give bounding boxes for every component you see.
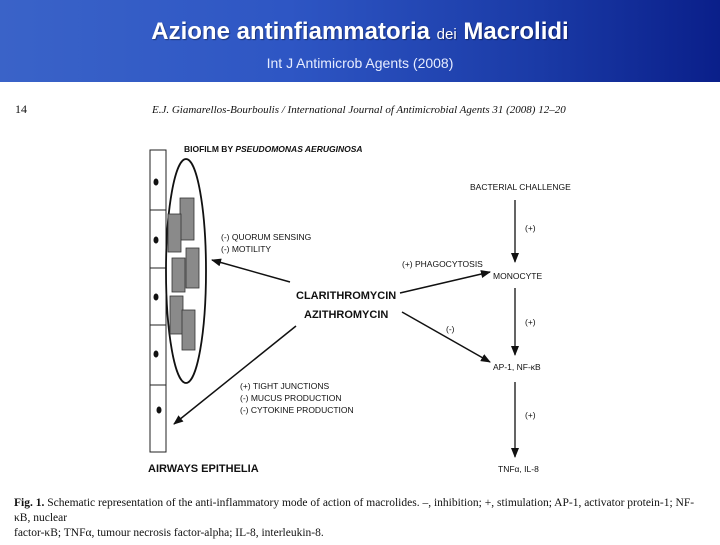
bacteria-cluster [168,198,199,350]
motility-label: (-) MOTILITY [221,244,272,254]
monocyte-label: MONOCYTE [493,271,543,281]
arrow-to-biofilm [212,260,290,282]
title-subject: Macrolidi [463,18,569,45]
caption-text-2: factor-κB; TNFα, tumour necrosis factor-alpha; IL-8, interleukin-8. [14,527,324,539]
figure-diagram [0,82,720,540]
caption-text-1: Schematic representation of the anti-inflammatory mode of action of macrolides. –, inhibition; +, stimulation; AP-1, activator protein-1; NF-κB, nuclear [14,497,695,524]
bacterial-challenge-label: BACTERIAL CHALLENGE [470,182,571,192]
inhibition-sign: (-) [446,324,455,334]
stimulation-sign-2: (+) [525,317,536,327]
tight-junctions-label: (+) TIGHT JUNCTIONS [240,381,330,391]
slide-subtitle: Int J Antimicrob Agents (2008) [266,55,454,71]
epithelium-cells [150,150,166,452]
figure-caption [14,496,710,541]
drug-azithromycin: AZITHROMYCIN [304,309,389,321]
stimulation-sign-3: (+) [525,410,536,420]
arrow-to-monocyte [400,272,490,293]
quorum-sensing-label: (-) QUORUM SENSING [221,232,312,242]
slide-title [0,18,720,46]
airways-epithelia-label: AIRWAYS EPITHELIA [148,463,259,475]
tnf-il8-label: TNFα, IL-8 [498,464,539,474]
title-connector: dei [436,26,457,43]
arrow-to-ap1 [402,312,490,362]
slide-header [0,0,720,82]
cytokine-production-label: (-) CYTOKINE PRODUCTION [240,405,354,415]
drug-clarithromycin: CLARITHROMYCIN [296,290,397,302]
biofilm-label: BIOFILM BY PSEUDOMONAS AERUGINOSA [184,144,363,154]
paper-figure-scan [0,82,720,540]
phagocytosis-label: (+) PHAGOCYTOSIS [402,259,483,269]
title-main: Azione antinfiammatoria [151,18,430,45]
mucus-production-label: (-) MUCUS PRODUCTION [240,393,342,403]
page-number: 14 [15,102,27,116]
stimulation-sign-1: (+) [525,223,536,233]
ap1-nfkb-label: AP-1, NF-κB [493,362,541,372]
running-head: E.J. Giamarellos-Bourboulis / International Journal of Antimicrobial Agents 31 (2008) 12–20 [152,104,566,116]
caption-label: Fig. 1. [14,497,45,509]
